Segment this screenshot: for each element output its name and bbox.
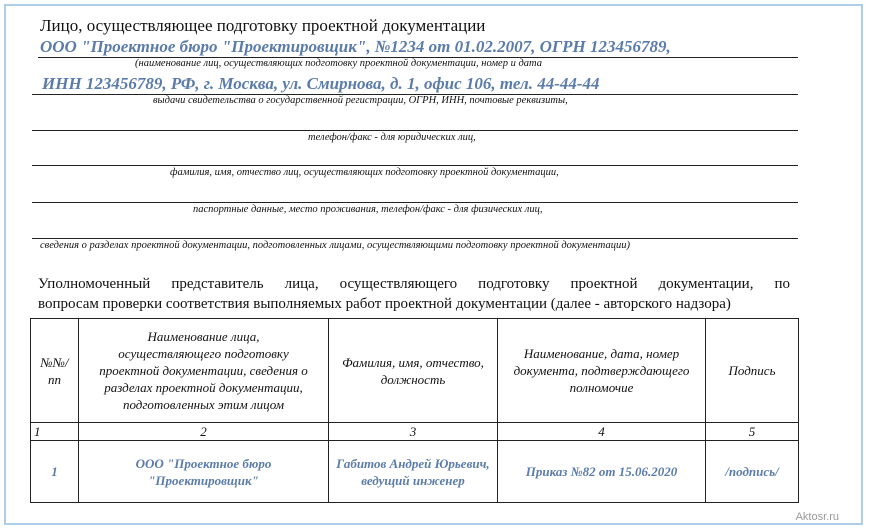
- column-number-row: [31, 423, 799, 441]
- row-person: Габитов Андрей Юрьевич, ведущий инженер: [329, 441, 498, 503]
- caption-line4: фамилия, имя, отчество лиц, осуществляющих подготовку проектной документации,: [170, 167, 559, 178]
- header-person: Фамилия, имя, отчество, должность: [329, 319, 498, 423]
- header-organization: Наименование лица, осуществляющего подготовку проектной документации, сведения о разделах проектной документации, подготовленных этим лицом: [79, 319, 329, 423]
- caption-line1: (наименование лиц, осуществляющих подготовку проектной документации, номер и дата: [135, 58, 542, 69]
- caption-line3: телефон/факс - для юридических лиц,: [308, 132, 476, 143]
- caption-line2: выдачи свидетельства о государственной регистрации, ОГРН, ИНН, почтовые реквизиты,: [153, 95, 568, 106]
- representative-paragraph: [38, 274, 790, 314]
- row-document: Приказ №82 от 15.06.2020: [498, 441, 706, 503]
- paragraph-line2: вопросам проверки соответствия выполняемых работ проектной документации (далее - авторского надзора): [38, 296, 731, 312]
- authorized-representatives-table: [30, 318, 799, 503]
- column-number: 4: [498, 423, 706, 441]
- caption-line6: сведения о разделах проектной документации, подготовленных лицами, осуществляющими подготовку проектной документации): [40, 240, 630, 251]
- underline: [32, 165, 798, 166]
- column-number: 2: [79, 423, 329, 441]
- table-row: [31, 441, 799, 503]
- underline: [32, 130, 798, 131]
- header-document: Наименование, дата, номер документа, подтверждающего полномочие: [498, 319, 706, 423]
- header-signature: Подпись: [706, 319, 799, 423]
- row-organization: ООО "Проектное бюро "Проектировщик": [79, 441, 329, 503]
- column-number: 1: [31, 423, 79, 441]
- row-number: 1: [31, 441, 79, 503]
- table-header-row: [31, 319, 799, 423]
- header-number: №№/ пп: [31, 319, 79, 423]
- underline: [32, 202, 798, 203]
- section-heading: Лицо, осуществляющее подготовку проектной документации: [40, 16, 486, 35]
- paragraph-line1: Уполномоченный представитель лица, осуществляющего подготовку проектной документации, по: [38, 276, 790, 292]
- column-number: 5: [706, 423, 799, 441]
- site-watermark: Aktosr.ru: [795, 511, 839, 523]
- underline: [32, 238, 798, 239]
- row-signature: /подпись/: [706, 441, 799, 503]
- applicant-details-line1: ООО "Проектное бюро "Проектировщик", №1234 от 01.02.2007, ОГРН 123456789,: [40, 37, 671, 56]
- column-number: 3: [329, 423, 498, 441]
- caption-line5: паспортные данные, место проживания, телефон/факс - для физических лиц,: [193, 204, 543, 215]
- applicant-details-line2: ИНН 123456789, РФ, г. Москва, ул. Смирнова, д. 1, офис 106, тел. 44-44-44: [42, 74, 600, 93]
